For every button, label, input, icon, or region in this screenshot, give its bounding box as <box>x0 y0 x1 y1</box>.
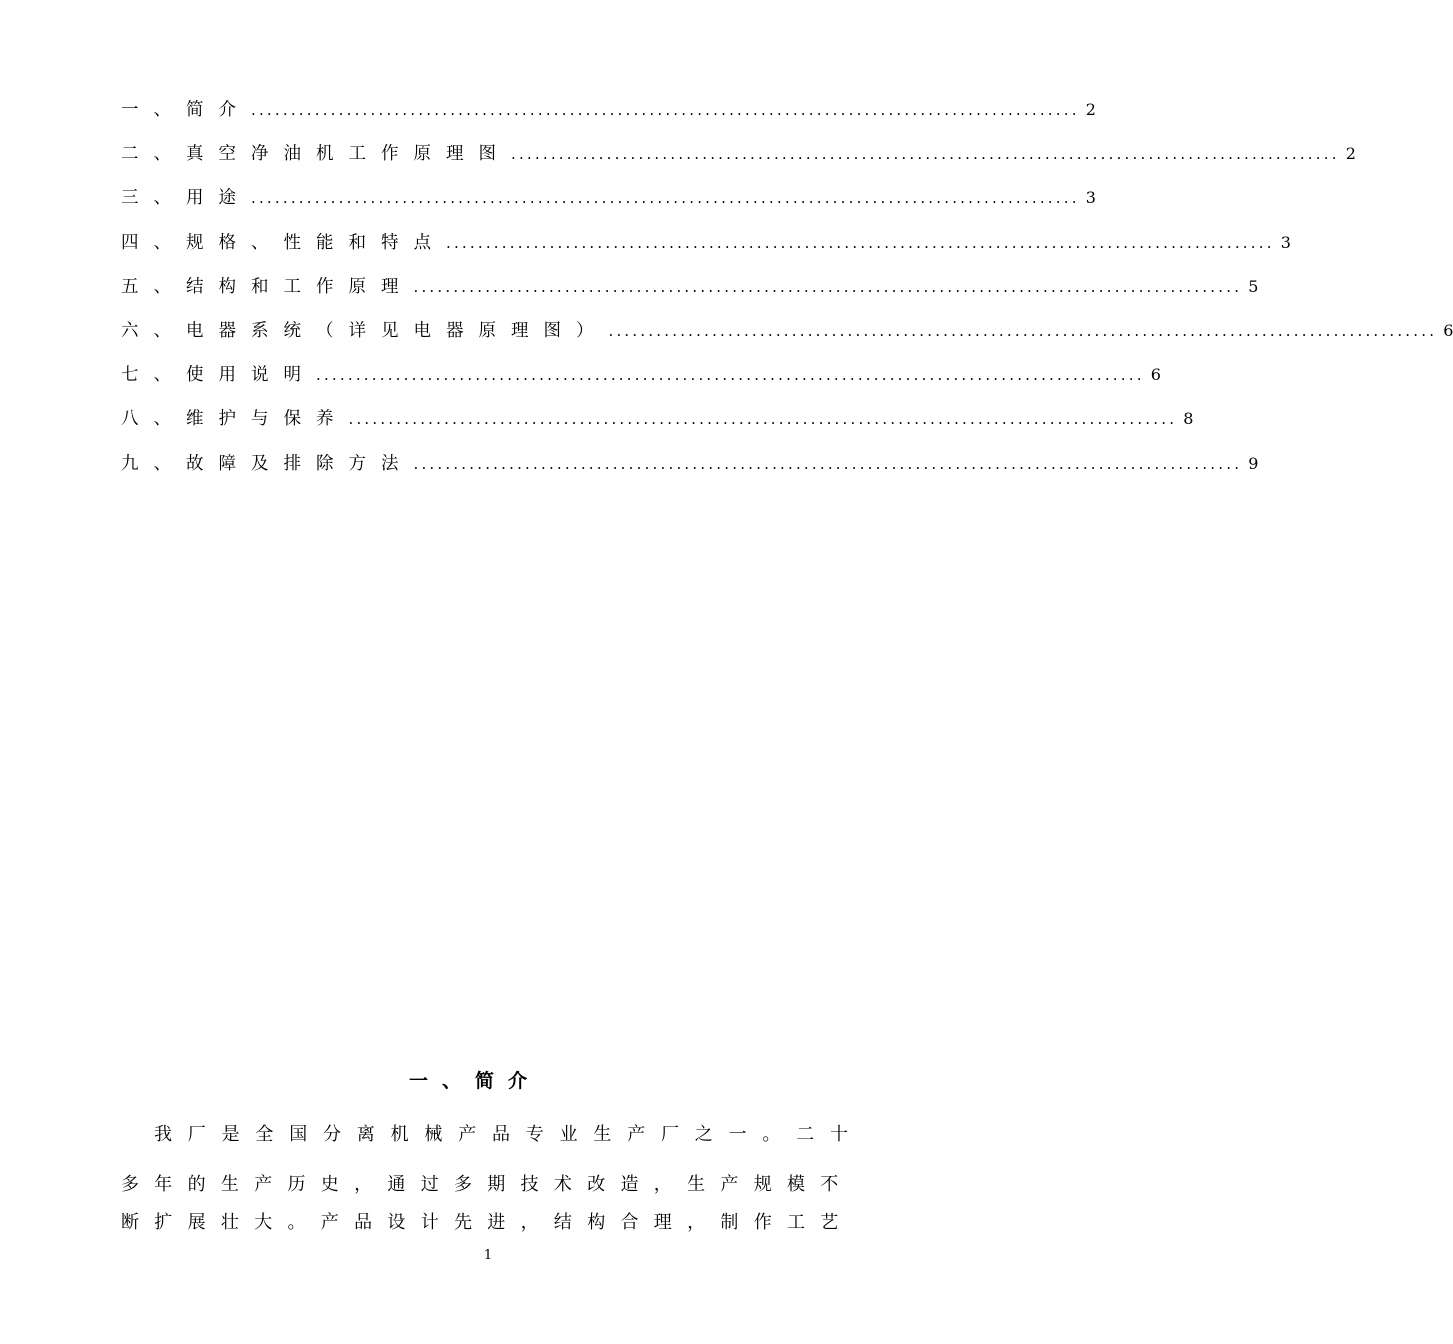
toc-dot-leader: ........................................................................................................ <box>511 145 1340 164</box>
toc-entry-page: 6 <box>1443 320 1453 340</box>
toc-dot-leader: ........................................................................................................ <box>413 454 1243 473</box>
toc-dot-leader: ........................................................................................................ <box>251 101 1080 119</box>
toc-dot-leader: ........................................................................................................ <box>413 277 1243 296</box>
toc-entry-title: 七、使用说明 <box>121 365 316 386</box>
section-heading: 一、简介 <box>408 1070 541 1092</box>
toc-entry-title: 五、结构和工作原理 <box>121 276 414 297</box>
toc-entry[interactable] <box>121 450 1259 494</box>
toc-dot-leader: ........................................................................................................ <box>251 189 1080 208</box>
toc-entry-title: 三、用途 <box>121 188 251 209</box>
toc-entry-title: 九、故障及排除方法 <box>121 453 414 474</box>
toc-entry[interactable] <box>121 361 1161 405</box>
toc-entry-page: 2 <box>1345 144 1356 164</box>
toc-entry-page: 9 <box>1248 453 1259 473</box>
toc-entry[interactable] <box>121 317 1453 361</box>
toc-entry-page: 3 <box>1085 188 1096 208</box>
toc-entry[interactable] <box>121 273 1259 317</box>
toc-entry-page: 8 <box>1183 409 1194 429</box>
toc-entry[interactable] <box>121 184 1096 228</box>
toc-entry-page: 5 <box>1248 276 1259 296</box>
toc-entry-title: 八、维护与保养 <box>121 409 349 430</box>
toc-dot-leader: ........................................................................................................ <box>446 233 1275 252</box>
toc-entry-page: 2 <box>1085 100 1096 119</box>
toc-entry[interactable] <box>121 229 1291 273</box>
toc-entry-page: 3 <box>1280 232 1291 252</box>
toc-entry-title: 二、真空净油机工作原理图 <box>121 144 511 165</box>
body-paragraph-line: 断扩展壮大。产品设计先进，结构合理，制作工艺 <box>121 1212 854 1233</box>
toc-entry-title: 六、电器系统（详见电器原理图） <box>121 320 609 341</box>
toc-dot-leader: ........................................................................................................ <box>608 321 1438 340</box>
toc-dot-leader: ........................................................................................................ <box>348 410 1178 429</box>
toc-entry-title: 四、规格、性能和特点 <box>121 232 446 253</box>
body-paragraph-line: 我厂是全国分离机械产品专业生产厂之一。二十 <box>154 1124 864 1145</box>
toc-dot-leader: ........................................................................................................ <box>316 366 1145 385</box>
toc-entry[interactable] <box>121 96 1096 140</box>
toc-entry-title: 一、简介 <box>121 100 251 120</box>
body-paragraph-line: 多年的生产历史，通过多期技术改造，生产规模不 <box>121 1174 854 1195</box>
toc-entry[interactable] <box>121 405 1194 449</box>
toc-entry[interactable] <box>121 140 1356 184</box>
page-number: 1 <box>483 1248 493 1263</box>
toc-entry-page: 6 <box>1150 365 1161 385</box>
table-of-contents <box>121 96 1453 494</box>
